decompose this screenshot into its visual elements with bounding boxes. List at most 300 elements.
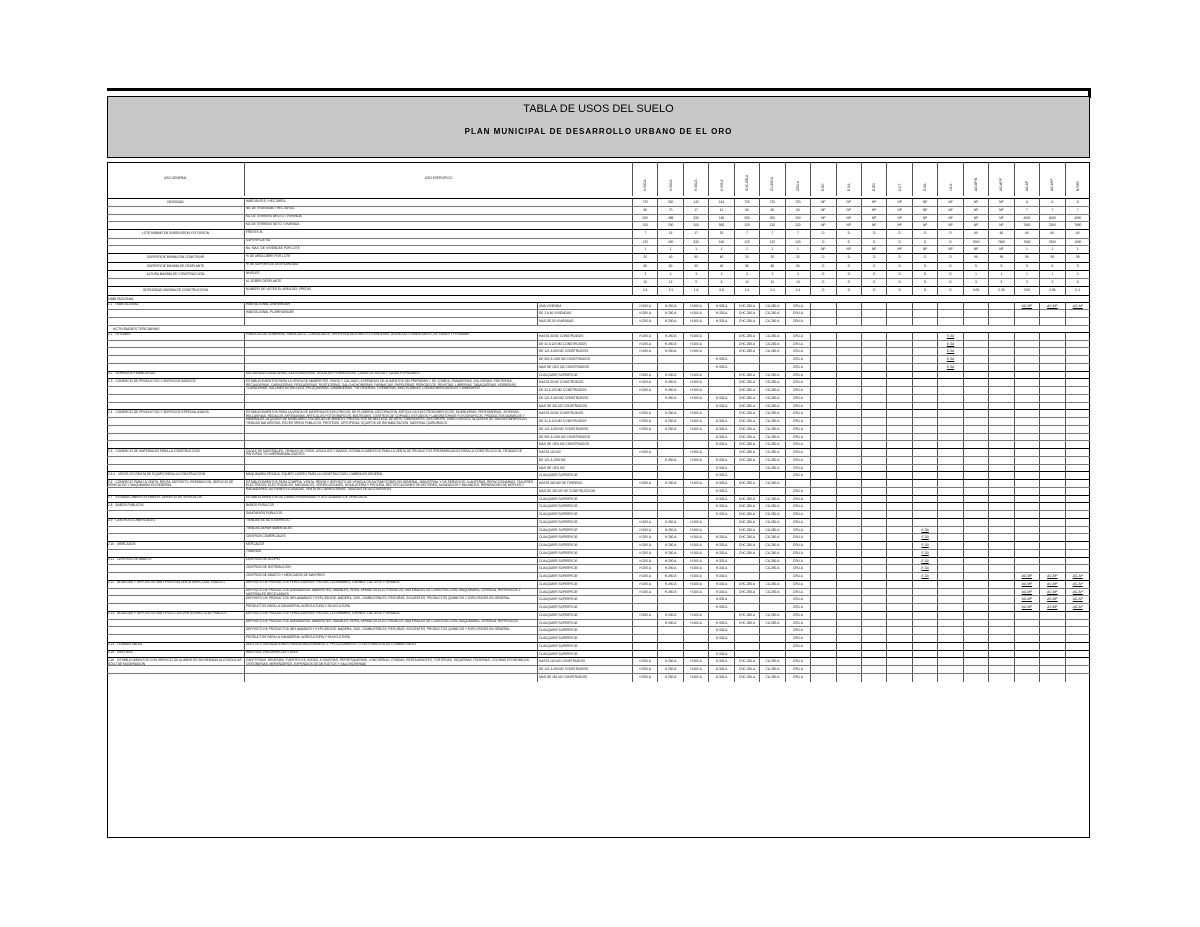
use-range-text: CUALQUIER SUPERFICIE: [539, 612, 578, 617]
use-zone-mark: CU.250.A: [765, 303, 780, 308]
use-range-text: DE 31 A 120 M2 CONSTRUIDOS: [539, 341, 587, 346]
use-zone-mark: H.200.A: [639, 419, 651, 424]
use-zone-mark: H.333.A: [715, 558, 728, 563]
use-zone-mark: H.333.A: [715, 667, 728, 672]
use-code: 2.2: [108, 371, 113, 376]
use-zone-mark: H.250.A: [664, 388, 677, 393]
use-zone-mark: CHC.250.A: [738, 319, 756, 324]
use-zone-mark: CU.250.A: [765, 543, 780, 548]
density-value-text: 1: [644, 247, 647, 252]
density-value-text: D: [822, 231, 825, 236]
use-zone-mark: H.200.A: [639, 372, 651, 377]
density-value-text: 285: [667, 215, 674, 220]
density-group-label: DENSIDAD: [167, 200, 184, 204]
density-value-text: 120: [642, 223, 648, 228]
density-value-text: 200: [642, 215, 648, 220]
use-zone-mark: CHC.250.A: [738, 311, 756, 316]
density-value-text: 6: [1076, 200, 1079, 204]
use-range-text: CUALQUIER SUPERFICIE: [539, 651, 578, 656]
use-zone-mark: H.300.A: [690, 667, 702, 672]
use-range-text: DE 121 A 250 M2 CONSTRUIDOS: [539, 667, 589, 672]
use-zone-mark: H.333.A: [715, 543, 728, 548]
use-general-text: [107, 372, 243, 377]
use-zone-mark: CU.250.A: [765, 450, 780, 455]
use-zone-mark: CHC.250.A: [738, 581, 756, 586]
use-specific: [244, 674, 537, 682]
density-value-text: D: [923, 263, 927, 268]
use-general-text: [107, 303, 243, 308]
density-value-text: NP: [999, 247, 1004, 252]
use-zone-mark: CRU.A: [792, 426, 803, 431]
density-value-text: D: [923, 239, 927, 244]
use-range-text: HASTA 30 M2 CONSTRUIDOS: [539, 411, 584, 416]
use-zone-mark: CU.250.A: [765, 550, 780, 555]
zone-column-label: CU.250.A: [770, 177, 775, 191]
density-value-text: 10: [745, 280, 749, 285]
density-label-text: No. MAX. DE VIVIENDAS POR LOTE: [246, 246, 300, 250]
use-range-text: MAS DE 1001 M2 CONSTRUIDOS: [539, 442, 589, 447]
use-general-name: OFICINAS: [115, 332, 131, 337]
use-zone-mark: H.300.A: [690, 612, 702, 617]
use-zone-mark: E-SA: [921, 527, 929, 532]
use-zone-mark: H.333.A: [715, 395, 728, 400]
use-zone-mark: AG-AP: [1072, 605, 1083, 610]
use-zone-mark: H.300.A: [690, 372, 702, 377]
density-value-text: 1: [796, 247, 799, 252]
use-zone-mark: H.300.A: [690, 674, 702, 679]
use-zone-mark: CRU.A: [792, 488, 803, 493]
zone-column-label: AG-MP.N: [973, 177, 978, 191]
use-zone-mark: H.250.A: [664, 419, 677, 424]
use-zone-mark: H.333.A: [715, 574, 728, 579]
use-zone-mark: H.250.A: [664, 395, 677, 400]
use-zone-mark: CU.250.A: [765, 311, 780, 316]
use-range-text: DE 31 A 120 M2 CONSTRUIDOS: [539, 419, 587, 424]
density-value-text: 6: [720, 280, 723, 285]
use-range-text: CUALQUIER SUPERFICIE: [539, 636, 578, 641]
use-zone-cell: [886, 674, 911, 682]
use-zone-cell: [1039, 674, 1064, 682]
use-zone-mark: CRU.A: [792, 581, 803, 586]
use-zone-mark: CU.250.A: [765, 535, 780, 540]
density-value-text: 60: [999, 231, 1004, 236]
density-label-text: SUPERFICIE M2: [246, 238, 271, 243]
density-value-text: 1: [1076, 247, 1079, 252]
use-specific-text: ESTABLECIMIENTOS PARA COMPRA, VENTA, RENTA Y DEPOSITO DE VEHICULOS AUTOMOTORES EN GENERAL, INDUSTRIAL Y DE SERVICIOS; LLANTERAS, REFACCIONARIAS, TALLERES ELECTRICOS, ELECTRONICOS, MECANICOS, VERIFICACIONES, HOJALATERIA Y PINTURA, RECTIFICACIONES DE MOTORES, ALINEACION Y BALANCEO, REPARACION DE MOFLES Y RADIADORES, AUTOPARTES USADAS, VENTA DE CARROCERIAS, TIANGUIS DE AUTOMOVILES: [246, 479, 534, 492]
use-general-name: SERVICIOS FINANCIEROS: [115, 371, 156, 376]
density-label-text: % DE SUPERFICIE DESPLANTADA: [246, 262, 299, 267]
table-header: [107, 96, 1090, 158]
use-general: [107, 674, 244, 682]
use-zone-mark: H.200.A: [639, 450, 651, 455]
use-zone-mark: CHC.250.A: [738, 442, 756, 447]
density-value-text: D: [923, 231, 927, 236]
use-zone-mark: H.250.A: [664, 667, 677, 672]
zone-column-label: I-G.A: [948, 183, 953, 191]
use-code: 2.14: [108, 642, 115, 647]
use-zone-mark: CRU.A: [792, 612, 803, 617]
density-value-text: 20: [796, 255, 800, 260]
use-zone-mark: CHC.250.A: [738, 674, 756, 679]
use-general: [107, 658, 244, 666]
density-value-text: 120: [642, 239, 648, 244]
use-zone-mark: AG-MP: [1021, 581, 1033, 586]
use-zone-mark: CRU.A: [792, 380, 803, 385]
density-value-text: NP: [846, 207, 851, 212]
use-specific-text: SUCURSALES BANCARIAS, ASEGURADORAS, AGENCIAS FINANCIERAS, CASAS DE BOLSA Y CAJAS POPULARES: [246, 371, 420, 376]
use-specific-text: TIENDAS DE AUTOSERVICIO: [246, 518, 290, 523]
use-specific-text: CAFETERIAS, NEVERIAS, FUENTES DE SODAS, JUGUERIAS, REFRESQUERIAS, LONCHERIAS, FONDAS, RESTAURANTES, TORTERIAS, TAQUERIAS, PIZZERIAS, COCINAS ECONOMICAS, OSTIONERIAS, MERENDEROS, EXPENDIOS DE ANTOJITOS Y SALCHICHERIAS: [246, 657, 530, 666]
use-zone-mark: H.250.A: [664, 581, 677, 586]
density-value-text: 0.05: [998, 288, 1005, 293]
zone-column-label: AG-AP: [1024, 181, 1029, 191]
use-zone-mark: CRU.A: [792, 550, 803, 555]
use-zone-mark: H.300.A: [690, 333, 702, 338]
use-code: 2.11: [108, 557, 114, 562]
use-code: 2.9: [108, 518, 113, 523]
density-value-text: D: [949, 288, 952, 293]
use-zone-mark: H.300.A: [690, 620, 702, 625]
use-zone-mark: H.200.A: [639, 333, 651, 338]
use-zone-mark: H.300.A: [690, 419, 702, 424]
use-zone-mark: CRU.A: [792, 311, 803, 316]
density-group-label: SUPERFICIE MAXIMA DE DESPLANTE: [146, 263, 205, 268]
density-value-text: 7600: [1023, 239, 1031, 244]
use-zone-mark: H.250.A: [664, 411, 677, 416]
zone-column-header: [632, 162, 657, 196]
use-range-text: DE 121 A 1000 M2: [539, 457, 566, 462]
use-zone-mark: H.333.A: [715, 426, 728, 431]
zone-column-header: [683, 162, 708, 196]
use-zone-mark: H.333.A: [715, 488, 728, 493]
use-zone-mark: CU.250.A: [765, 558, 780, 563]
use-zone-mark: CU.250.A: [765, 465, 780, 470]
density-value-text: NP: [821, 223, 826, 228]
zone-column-header: [810, 162, 835, 196]
density-value-text: D: [822, 272, 825, 276]
use-row: [107, 673, 1090, 682]
use-zone-mark: H.200.A: [639, 581, 651, 586]
use-zone-mark: H.300.A: [690, 426, 702, 431]
use-range-text: HASTA 120 M2 CONSTRUIDOS: [539, 659, 586, 664]
use-range-text: CUALQUIER SUPERFICIE: [539, 643, 578, 648]
use-zone-mark: H.200.A: [639, 589, 651, 594]
density-value-text: NP: [872, 215, 877, 220]
use-zone-mark: H.300.A: [690, 411, 702, 416]
use-specific: [244, 658, 537, 666]
density-value-text: NP: [999, 200, 1004, 204]
density-value-text: NP: [897, 200, 902, 204]
density-value-text: 50: [694, 255, 698, 260]
use-zone-mark: CU.250.A: [765, 519, 780, 524]
density-value-text: 3: [1000, 280, 1003, 285]
density-value-text: 2: [720, 272, 723, 276]
use-zone-mark: CU.250.A: [765, 659, 780, 664]
use-zone-mark: CU.250.A: [765, 620, 780, 625]
density-value-text: D: [822, 263, 825, 268]
density-value-text: NP: [948, 207, 953, 212]
use-zone-mark: CRU.A: [792, 659, 803, 664]
zone-column-header: [988, 162, 1013, 196]
use-zone-mark: H.250.A: [664, 333, 677, 338]
density-value-text: 3: [746, 272, 748, 276]
use-zone-cell: [912, 674, 937, 682]
use-zone-mark: CHC.250.A: [738, 667, 756, 672]
use-zone-mark: CRU.A: [792, 496, 803, 501]
use-zone-mark: CRU.A: [792, 457, 803, 462]
use-zone-cell: [836, 674, 861, 682]
density-value-text: 5: [1025, 263, 1028, 268]
density-value-text: 120: [769, 223, 776, 228]
density-value-text: D: [822, 288, 825, 293]
density-value-text: 95: [1050, 255, 1055, 260]
density-value-text: NP: [846, 223, 851, 228]
use-range-text: DE 2 A 50 VIVIENDAS: [539, 311, 572, 316]
use-zone-mark: H.250.A: [664, 457, 677, 462]
density-value-text: 200: [795, 215, 801, 220]
use-specific-text: CENTROS COMERCIALES: [246, 533, 286, 538]
use-zone-cell: [759, 674, 784, 682]
use-specific-text: HABITACIONAL PLURIFAMILIAR: [246, 309, 294, 314]
density-value-text: 50: [770, 207, 775, 212]
use-specific-text: DEPOSITO DE PRODUCTOS PERECEDEROS: FRUTAS, LEGUMBRES, CARNES, LACTEOS Y GRANOS: [246, 580, 400, 585]
density-value-text: 500: [718, 223, 725, 228]
density-value-text: 10: [770, 280, 775, 285]
density-value-text: 80: [770, 263, 775, 268]
density-value-text: 2.4: [643, 288, 648, 293]
density-value-text: NP: [948, 215, 953, 220]
density-value-text: D: [847, 280, 850, 285]
zone-column-label: E-SA: [923, 183, 928, 191]
use-zone-mark: CHC.250.A: [738, 341, 756, 346]
use-general-text: [107, 519, 243, 524]
density-value-text: NP: [922, 223, 928, 228]
use-zone-mark: H.333.A: [715, 550, 728, 555]
density-value-text: 6: [1025, 200, 1028, 204]
density-value-text: 4000: [1048, 215, 1056, 220]
density-value-text: D: [949, 280, 952, 285]
col-head-general: [107, 162, 244, 196]
use-zone-mark: CRU.A: [792, 364, 803, 369]
use-general-name: ESTABLECIMIENTOS PARA EL SERVICIO DE VEHICULOS: [115, 495, 202, 500]
col-head-specific-label: USO ESPECIFICO: [424, 176, 453, 180]
density-value-text: NP: [999, 207, 1004, 212]
use-zone-mark: H.300.A: [690, 311, 702, 316]
density-value-text: 720: [795, 200, 801, 204]
use-zone-mark: H.200.A: [639, 411, 651, 416]
density-value-text: NP: [897, 215, 902, 220]
use-zone-mark: CHC.250.A: [738, 411, 756, 416]
page-subtitle: PLAN MUNICIPAL DE DESARROLLO URBANO DE EL ORO: [464, 127, 733, 136]
use-zone-mark: CU.250.A: [765, 442, 780, 447]
use-zone-mark: H.333.A: [715, 311, 728, 316]
use-general-text: [107, 612, 243, 617]
use-zone-mark: AG-MP: [1047, 589, 1058, 594]
use-specific-text: CENTROS DE DISTRIBUCION: [246, 564, 291, 569]
use-zone-mark: H.333.A: [715, 319, 728, 324]
use-zone-mark: CRU.A: [792, 566, 803, 571]
density-value-text: NP: [922, 207, 928, 212]
use-zone-mark: H.300.A: [690, 303, 702, 308]
use-zone-mark: CRU.A: [792, 372, 803, 377]
density-value-text: 1: [975, 272, 977, 276]
density-value-text: 5: [1000, 263, 1003, 268]
use-zone-mark: E-SA: [946, 357, 955, 362]
use-zone-mark: CU.250.A: [765, 434, 780, 439]
use-zone-mark: CRU.A: [792, 395, 803, 400]
density-value-text: 95: [1025, 255, 1029, 260]
use-code: 2.16: [108, 657, 115, 662]
use-zone-mark: H.250.A: [664, 349, 677, 354]
density-value-text: 120: [744, 223, 750, 228]
use-general-name: HABITACIONAL: [115, 302, 139, 307]
use-specific-text: PUBLICAS DE GOBIERNO, SINDICALES, CONSULADOS, REPRESENTACIONES EXTRANJERAS, AGENCIAS COMERCIALES, DE VIAJES Y PRIVADAS: [246, 332, 470, 337]
use-zone-mark: H.333.A: [715, 589, 728, 594]
use-zone-mark: H.200.A: [639, 566, 651, 571]
density-value-text: NP: [846, 215, 851, 220]
use-zone-mark: H.333.A: [715, 457, 728, 462]
density-value-text: 12: [719, 207, 724, 212]
use-specific-text: PRODUCTOS PARA LA GANADERIA, AGRICULTURA Y SILVICULTURA: [246, 634, 350, 639]
density-value-text: 150: [718, 239, 725, 244]
use-zone-mark: CRU.A: [792, 519, 803, 524]
zone-column-header: [785, 162, 810, 196]
density-value-text: 12: [668, 280, 673, 285]
density-value-text: 1: [1051, 272, 1054, 276]
use-zone-mark: H.333.A: [715, 442, 728, 447]
use-zone-mark: AG-AP: [1072, 597, 1083, 602]
zone-column-header: [963, 162, 988, 196]
use-zone-mark: H.300.A: [690, 566, 702, 571]
use-zone-mark: H.300.A: [690, 527, 702, 532]
use-zone-mark: H.200.A: [639, 380, 651, 385]
use-specific-text: CENTROS DE ACOPIO: [246, 557, 281, 562]
use-specific-text: DEPOSITO DE PRODUCTOS DURADEROS: ABARROTES, MUEBLES, ROPA, APARATOS ELECTRONICOS, MATERIALES DE CONSTRUCCION, MAQUINARIA, CERVEZA, REFRESCOS: [246, 619, 518, 624]
use-range-text: UNA VIVIENDA: [539, 303, 562, 308]
use-range-text: MAS DE 1001 M2: [539, 465, 565, 470]
use-zone-mark: H.333.A: [715, 434, 728, 439]
use-zone-mark: H.333.A: [715, 597, 728, 602]
density-value-text: D: [898, 272, 901, 276]
density-value-text: 150: [718, 215, 725, 220]
use-range-text: DE 121 A 500 M2 CONSTRUIDOS: [539, 426, 589, 431]
zone-column-label: H.300.A: [694, 179, 699, 191]
density-value-text: D: [847, 239, 850, 244]
density-value-text: D: [847, 255, 850, 260]
density-value-text: 60: [974, 231, 978, 236]
use-general-name: RASTROS: [117, 650, 133, 655]
use-zone-mark: H.333.A: [715, 419, 728, 424]
density-value-text: NP: [897, 207, 902, 212]
density-value-text: 0.8: [719, 288, 724, 293]
use-zone-mark: CU.250.A: [765, 674, 780, 679]
use-zone-mark: H.200.A: [639, 535, 651, 540]
use-zone-mark: CRU.A: [792, 434, 803, 439]
use-zone-mark: H.250.A: [664, 558, 677, 563]
use-zone-mark: E-SA: [946, 333, 955, 338]
density-value-text: D: [822, 255, 825, 260]
use-zone-mark: H.200.A: [639, 481, 651, 486]
density-value-text: 95: [1075, 255, 1080, 260]
density-value-text: 300: [693, 223, 699, 228]
density-value-text: 1: [695, 247, 697, 252]
use-zone-mark: H.200.A: [639, 543, 651, 548]
density-value-text: 7600: [972, 239, 980, 244]
zone-column-header: [1014, 162, 1039, 196]
use-zone-mark: CRU.A: [792, 628, 803, 633]
use-zone-mark: CU.250.A: [765, 566, 780, 571]
use-zone-mark: AG-MP: [1021, 605, 1033, 610]
use-zone-mark: E-SA: [946, 364, 955, 369]
use-zone-mark: CHC.250.A: [738, 659, 756, 664]
density-value-text: NP: [973, 247, 979, 252]
use-zone-mark: CU.250.A: [765, 589, 780, 594]
density-value-text: 9: [695, 280, 697, 285]
use-specific-text: CENTROS DE ABASTO Y MERCADOS DE MAYOREO: [246, 572, 325, 577]
use-specific-text: MERCADOS: [246, 541, 265, 546]
use-zone-mark: CU.250.A: [765, 341, 780, 346]
use-general-name: COMERCIO PARA LA VENTA, RENTA, DEPOSITO, REPARACION, SERVICIO DE VEHICULOS Y MAQUINARIA EN GENERAL: [108, 479, 234, 488]
density-value-text: 10: [643, 280, 647, 285]
density-value-text: 40: [668, 255, 673, 260]
use-zone-mark: CHC.250.A: [738, 481, 756, 486]
density-value-text: 20: [745, 255, 749, 260]
density-value-text: NP: [922, 215, 928, 220]
use-general-text: [107, 472, 243, 477]
use-zone-mark: E-SA: [946, 341, 955, 346]
density-value-text: 3: [1025, 280, 1028, 285]
use-range-text: MAS DE 300 M2 DE CONSTRUCCION: [539, 488, 595, 493]
density-value-text: 333: [693, 215, 699, 220]
use-zone-mark: CU.250.A: [765, 411, 780, 416]
use-zone-mark: CRU.A: [792, 403, 803, 408]
use-zone-mark: CRU.A: [792, 589, 803, 594]
use-zone-mark: H.333.A: [715, 620, 728, 625]
use-specific-text: ESTABLECIMIENTOS PARA LA VENTA DE MATERIALES ELECTRICOS, DE PLOMERIA, DECORACION, ARTICULOS ELECTRODOMESTICOS, MUEBLERIAS, PERFUMERIAS, JOYERIAS, RELOJERIAS, REGALOS, ARTESANIAS, ARTICULOS FOTOGRAFICOS, BOUTIQUES, CENTROS DE COPIADO, ESTUDIOS Y LABORATORIOS FOTOGRAFICOS, PRODUCTOS QUIMICOS Y MINERALES, ALQUILER DE MOBILIARIO, ESCUELAS DE MANEJO, PRODUCTOS DE BELLEZA, DE ARTE, CIBERCAFES, SEX-SHOPS, VIDEO JUEGOS, ALQUILER DE JUEGOS INFANTILES, TIENDAS NATURISTAS, ESCRITORIOS PUBLICOS, PROTESIS, ORTOPEDIA, EQUIPOS DE REHABILITACION, MATERIAL QUIRURGICO: [246, 409, 528, 426]
zone-column-label: CRU.A: [795, 181, 800, 191]
use-general-text: [107, 449, 243, 454]
density-value-text: 7600: [1048, 239, 1056, 244]
use-zone-mark: CHC.250.A: [738, 496, 756, 501]
use-zone-mark: CU.250.A: [765, 527, 780, 532]
use-zone-mark: H.250.A: [664, 620, 677, 625]
zone-column-header: [886, 162, 911, 196]
density-value-text: D: [898, 263, 901, 268]
density-label-text: M2 DE TERRENO BRUTO / VIVIENDA: [246, 214, 302, 219]
use-range-text: CUALQUIER SUPERFICIE: [539, 566, 578, 571]
density-value-text: 3: [771, 272, 774, 276]
zone-column-label: H.333.A: [719, 179, 724, 191]
use-zone-mark: E-SA: [921, 566, 929, 571]
density-value-text: 80: [643, 263, 647, 268]
use-zone-cell: [657, 674, 682, 682]
use-specific: [244, 409, 537, 426]
use-specific-text: SANITARIOS PUBLICOS: [246, 510, 283, 515]
density-value-text: 70: [668, 207, 673, 212]
density-value-text: NP: [999, 223, 1004, 228]
use-zone-mark: CRU.A: [792, 333, 803, 338]
density-value-text: NP: [821, 247, 826, 252]
density-value-text: 50: [796, 207, 800, 212]
zone-column-label: AG-MP.P: [999, 177, 1004, 191]
density-group-label: INTENSIDAD MAXIMA DE CONSTRUCCION: [143, 288, 208, 293]
use-range-text: MAS DE 50 VIVIENDAS: [539, 319, 574, 324]
density-value-text: 20: [643, 255, 647, 260]
zone-column-label: E-EC: [821, 183, 826, 191]
use-zone-mark: H.333.A: [715, 581, 728, 586]
use-zone-mark: H.250.A: [664, 659, 677, 664]
density-value-text: 95: [974, 255, 978, 260]
